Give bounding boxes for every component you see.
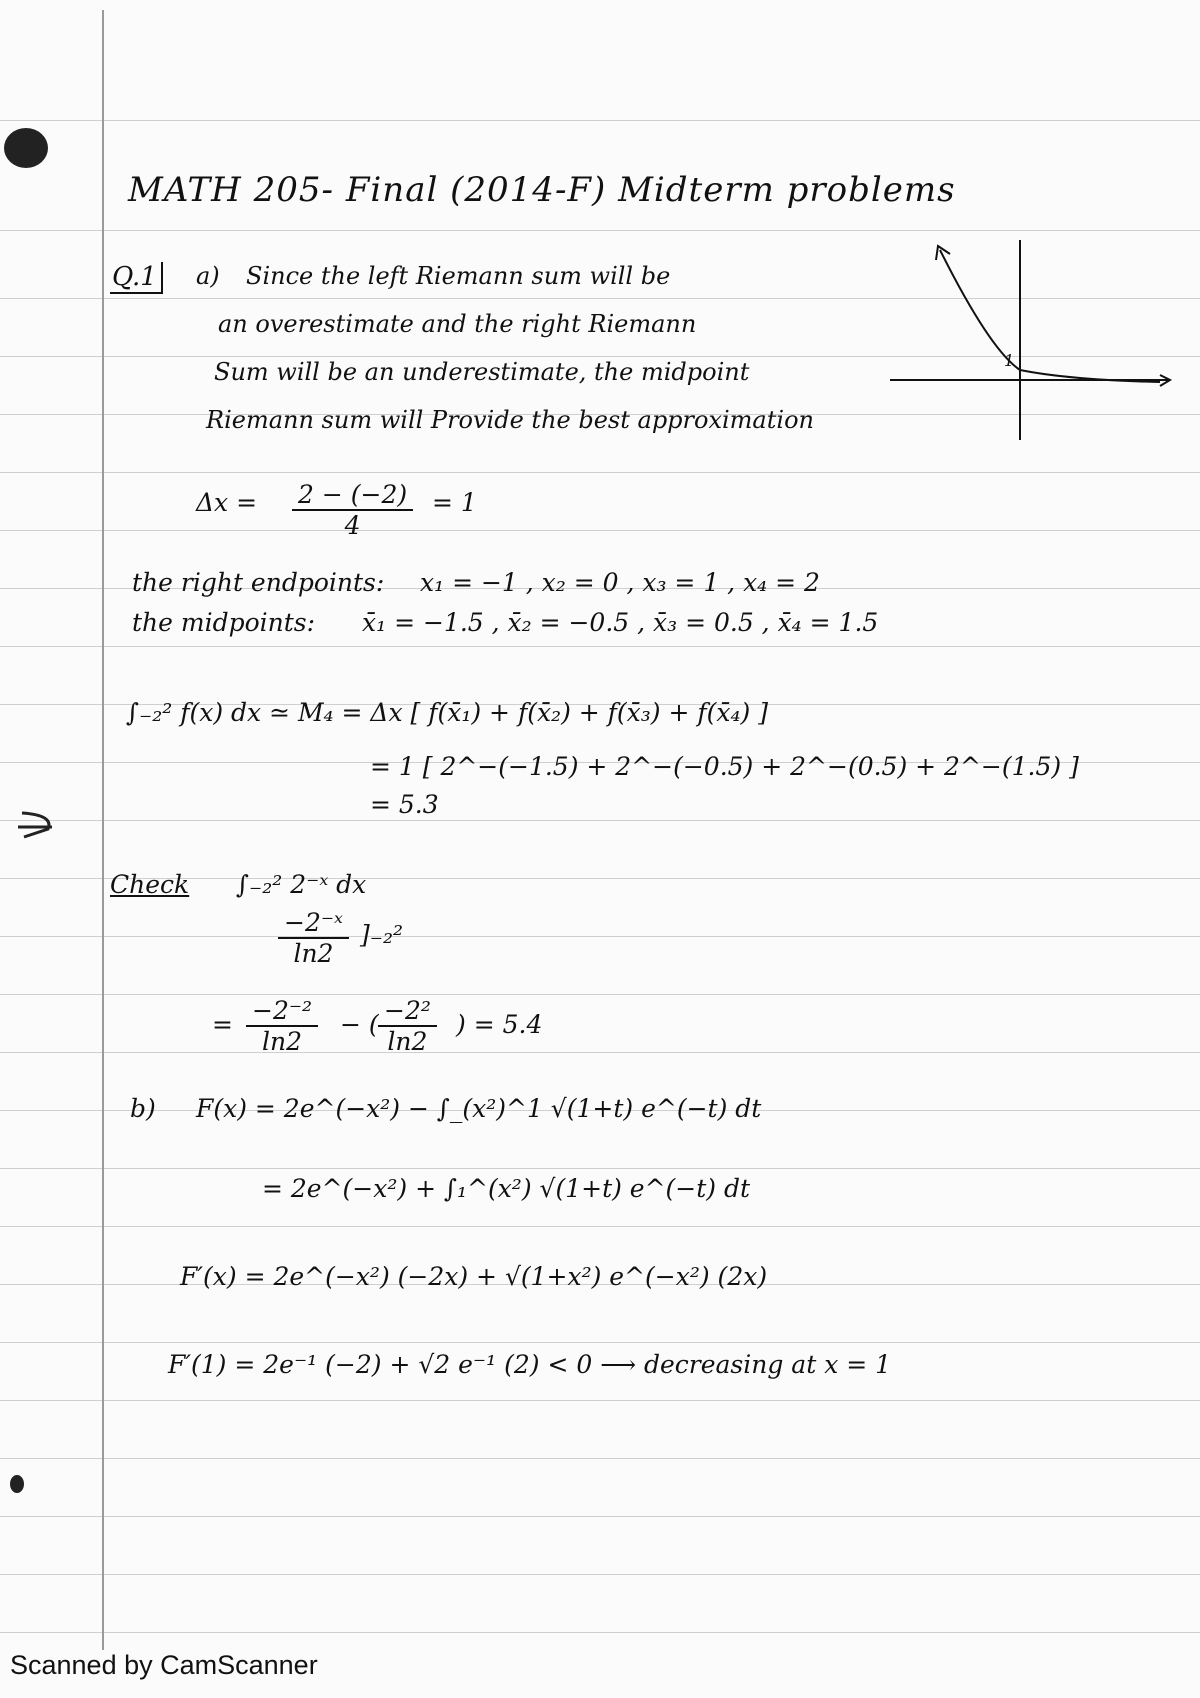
delta-x-lhs: Δx = [196,488,258,517]
rule-line [0,1400,1200,1401]
delta-x-result: = 1 [432,488,477,517]
rule-line [0,472,1200,473]
check-line-3-mid: − ( [340,1010,379,1039]
part-b-line-3: F′(x) = 2e^(−x²) (−2x) + √(1+x²) e^(−x²) (2x) [180,1262,768,1291]
binder-hole [4,128,48,168]
page-title: MATH 205- Final (2014-F) Midterm problems [128,170,956,210]
part-a-line-2: an overestimate and the right Riemann [218,310,697,338]
part-a-line-4: Riemann sum will Provide the best approximation [206,406,814,434]
part-a-line-3: Sum will be an underestimate, the midpoint [214,358,750,386]
decay-curve-graph [870,240,1180,440]
part-a-label: a) [196,262,220,290]
rule-line [0,1226,1200,1227]
rule-line [0,120,1200,121]
part-a-line-1: Since the left Riemann sum will be [246,262,671,290]
part-b-line-2: = 2e^(−x²) + ∫₁^(x²) √(1+t) e^(−t) dt [262,1174,751,1203]
binder-hole [10,1475,24,1493]
rule-line [0,1458,1200,1459]
part-b-line-4: F′(1) = 2e⁻¹ (−2) + √2 e⁻¹ (2) < 0 ⟶ decreasing at x = 1 [168,1350,892,1379]
part-b-label: b) [130,1094,156,1123]
rule-line [0,1342,1200,1343]
rule-line [0,1632,1200,1633]
margin-line [102,10,104,1650]
scanner-watermark: Scanned by CamScanner [10,1650,318,1680]
rule-line [0,230,1200,231]
check-bounds: ]₋₂² [360,920,403,949]
check-antiderivative: $\frac{\text{−2⁻ˣ}}{\ln 2}$ [278,908,349,968]
delta-x-numerator: 2 − (−2) [292,480,413,511]
midpoint-sum-line-3: = 5.3 [370,790,439,819]
right-endpoints-values: x₁ = −1 , x₂ = 0 , x₃ = 1 , x₄ = 2 [420,568,820,597]
check-term-b: $\frac{\text{−2²}}{\ln 2}$ [378,996,437,1056]
rule-line [0,820,1200,821]
midpoints-label: the midpoints: [132,608,316,637]
rule-line [0,1052,1200,1053]
midpoint-sum-line-2: = 1 [ 2^−(−1.5) + 2^−(−0.5) + 2^−(0.5) + 2^−(1.5) ] [370,752,1079,781]
delta-x-denominator: 4 [344,511,361,540]
part-b-line-1: F(x) = 2e^(−x²) − ∫_(x²)^1 √(1+t) e^(−t) dt [196,1094,762,1123]
graph-curve [940,250,1160,382]
rule-line [0,1516,1200,1517]
check-line-3-end: ) = 5.4 [456,1010,543,1039]
rule-line [0,936,1200,937]
rule-line [0,994,1200,995]
margin-arrow-icon [14,805,64,845]
check-line-3-eq: = [212,1010,233,1039]
graph-intercept-label: 1 [1004,351,1015,370]
rule-line [0,1168,1200,1169]
question-label: Q.1 [110,262,163,292]
right-endpoints-label: the right endpoints: [132,568,385,597]
rule-line [0,530,1200,531]
check-line-1: ∫₋₂² 2⁻ˣ dx [236,870,367,899]
midpoints-values: x̄₁ = −1.5 , x̄₂ = −0.5 , x̄₃ = 0.5 , x̄₄ = 1.5 [362,608,879,637]
rule-line [0,646,1200,647]
check-label: Check [110,870,190,899]
delta-x-fraction [292,480,413,540]
midpoint-sum-line-1: ∫₋₂² f(x) dx ≃ M₄ = Δx [ f(x̄₁) + f(x̄₂) + f(x̄₃) + f(x̄₄) ] [126,698,768,727]
rule-line [0,1574,1200,1575]
check-term-a: $\frac{\text{−2⁻²}}{\ln 2}$ [246,996,318,1056]
